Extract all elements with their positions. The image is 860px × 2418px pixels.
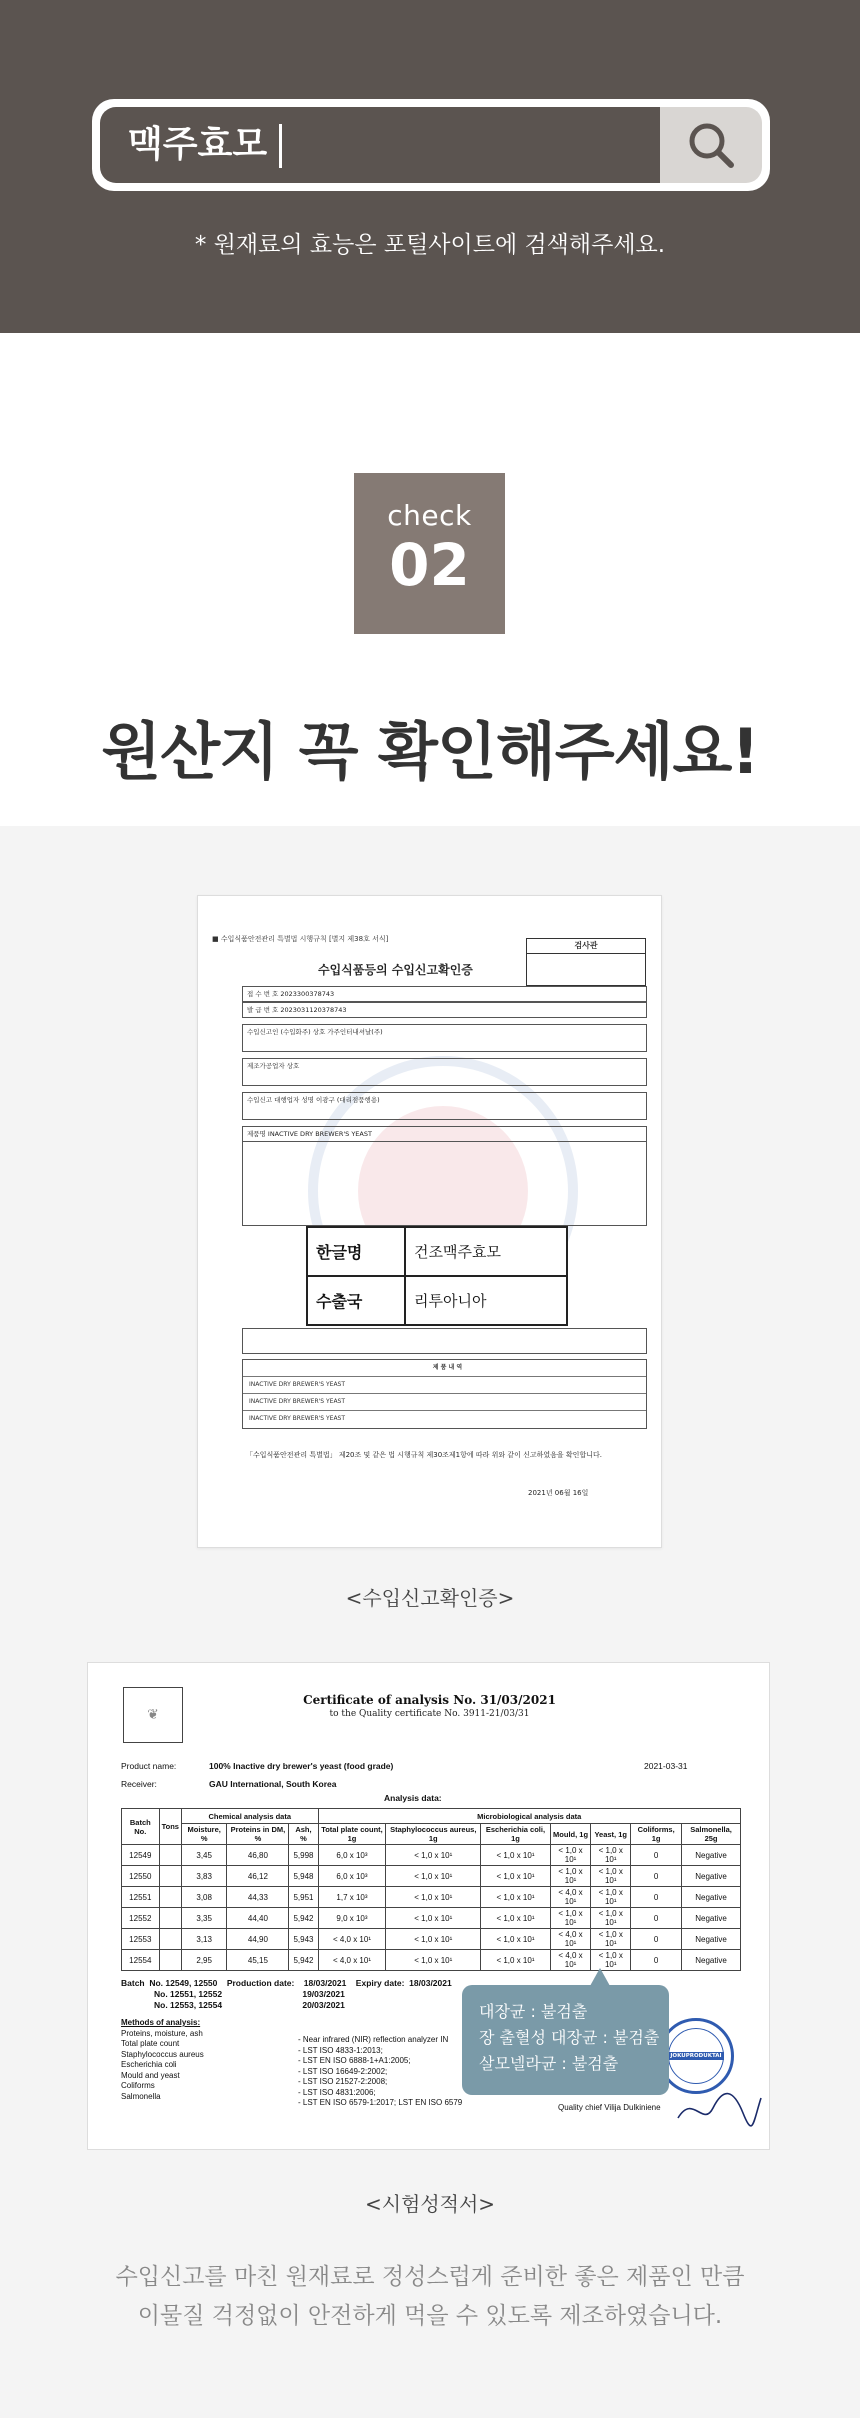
table-cell: < 4,0 x 10¹: [550, 1950, 590, 1971]
cert-header: ■ 수입식품안전관리 특별법 시행규칙 [별지 제38호 서식]: [212, 935, 389, 943]
table-cell: < 1,0 x 10¹: [550, 1908, 590, 1929]
method-item: Staphylococcus aureus: [121, 2049, 204, 2059]
col-header: Staphylococcus aureus, 1g: [386, 1824, 481, 1845]
method-standard: - LST ISO 21527-2:2008;: [298, 2077, 388, 2086]
origin-highlight-table: [306, 1226, 568, 1326]
table-cell: < 4,0 x 10¹: [550, 1887, 590, 1908]
table-cell: 12553: [122, 1929, 160, 1950]
table-cell: < 4,0 x 10¹: [318, 1929, 386, 1950]
table-cell: 0: [631, 1866, 682, 1887]
col-header: Moisture, %: [181, 1824, 226, 1845]
origin-value: 리투아니아: [405, 1276, 567, 1325]
method-standard: - LST ISO 4833-1:2013;: [298, 2045, 383, 2055]
table-cell: < 1,0 x 10¹: [550, 1866, 590, 1887]
items-row: INACTIVE DRY BREWER'S YEAST: [243, 1377, 646, 1394]
table-cell: < 1,0 x 10¹: [591, 1866, 631, 1887]
product-name: 100% Inactive dry brewer's yeast (food grade): [209, 1761, 394, 1771]
table-cell: < 1,0 x 10¹: [386, 1866, 481, 1887]
table-cell: 5,942: [289, 1908, 318, 1929]
table-cell: 44,40: [227, 1908, 289, 1929]
table-cell: Negative: [682, 1845, 741, 1866]
cert-row-block: [242, 1142, 647, 1226]
search-note: * 원재료의 효능은 포털사이트에 검색해주세요.: [194, 232, 666, 258]
search-icon: [685, 119, 737, 171]
items-table: [242, 1359, 647, 1429]
method-item: Total plate count: [121, 2039, 180, 2048]
inspector-label: 검사관: [527, 939, 645, 954]
table-cell: 2,95: [181, 1950, 226, 1971]
table-cell: [159, 1887, 181, 1908]
method-standard: - LST ISO 16649-2:2002;: [298, 2066, 388, 2076]
search-query: 맥주효모: [128, 124, 268, 165]
table-cell: 44,90: [227, 1929, 289, 1950]
table-cell: [159, 1950, 181, 1971]
col-header: Coliforms, 1g: [631, 1824, 682, 1845]
method-standard: - LST EN ISO 6888-1+A1:2005;: [298, 2056, 411, 2065]
table-cell: 12549: [122, 1845, 160, 1866]
table-cell: < 1,0 x 10¹: [386, 1887, 481, 1908]
company-logo: ❦: [123, 1687, 183, 1743]
table-cell: 3,35: [181, 1908, 226, 1929]
method-standard: - LST ISO 4831:2006;: [298, 2087, 376, 2097]
items-row: INACTIVE DRY BREWER'S YEAST: [243, 1394, 646, 1411]
cert-row: 제조가공업자 상호: [242, 1058, 647, 1086]
col-batch: Batch No.: [122, 1809, 160, 1845]
col-header: Salmonella, 25g: [682, 1824, 741, 1845]
col-header: Yeast, 1g: [591, 1824, 631, 1845]
items-header: 제 품 내 역: [243, 1360, 646, 1377]
table-cell: 12554: [122, 1950, 160, 1971]
col-tons: Tons: [159, 1809, 181, 1845]
origin-label: 수출국: [307, 1276, 405, 1325]
analysis-date: 2021-03-31: [644, 1761, 688, 1771]
table-cell: 12550: [122, 1866, 160, 1887]
table-cell: [159, 1929, 181, 1950]
table-cell: Negative: [682, 1908, 741, 1929]
table-cell: [159, 1866, 181, 1887]
table-cell: < 1,0 x 10¹: [386, 1845, 481, 1866]
col-header: Total plate count, 1g: [318, 1824, 386, 1845]
table-cell: 3,83: [181, 1866, 226, 1887]
table-cell: 1,7 x 10³: [318, 1887, 386, 1908]
table-cell: [159, 1845, 181, 1866]
check-word: check: [387, 499, 472, 532]
table-cell: Negative: [682, 1929, 741, 1950]
closing-line: 수입신고를 마친 원재료로 정성스럽게 준비한 좋은 제품인 만큼: [115, 2264, 745, 2290]
check-number: 02: [389, 531, 470, 599]
table-cell: [159, 1908, 181, 1929]
result-callout: [462, 1985, 669, 2095]
cert-row: 수입신고인 (수입화주) 상호 가주인터내셔날(주): [242, 1024, 647, 1052]
table-cell: < 1,0 x 10¹: [550, 1845, 590, 1866]
items-row: INACTIVE DRY BREWER'S YEAST: [249, 1415, 346, 1422]
table-cell: 5,948: [289, 1866, 318, 1887]
col-micro: Microbiological analysis data: [318, 1809, 741, 1824]
table-cell: 6,0 x 10³: [318, 1866, 386, 1887]
product-label: Product name:: [121, 1761, 177, 1771]
callout-line: 살모넬라균 : 불검출: [479, 2054, 619, 2073]
batch-line: No. 12551, 12552 19/03/2021: [154, 1989, 345, 1999]
table-row: [122, 1887, 741, 1908]
table-cell: 3,45: [181, 1845, 226, 1866]
table-cell: < 4,0 x 10¹: [318, 1950, 386, 1971]
table-cell: 46,80: [227, 1845, 289, 1866]
cert-row: 발 급 번 호 2023031120378743: [242, 1002, 647, 1018]
col-header: Escherichia coli, 1g: [481, 1824, 551, 1845]
table-cell: Negative: [682, 1887, 741, 1908]
import-certificate: [197, 895, 662, 1548]
korean-name-value: 건조맥주효모: [405, 1227, 567, 1276]
method-standard: - LST EN ISO 6579-1:2017; LST EN ISO 6579: [298, 2098, 463, 2107]
table-cell: < 1,0 x 10¹: [591, 1950, 631, 1971]
search-box: [92, 99, 770, 191]
method-item: Coliforms: [121, 2081, 155, 2090]
method-standard: - Near infrared (NIR) reflection analyzer IN: [298, 2035, 449, 2044]
search-button[interactable]: [660, 107, 762, 183]
cert-title: 수입식품등의 수입신고확인증: [318, 963, 473, 977]
col-header: Ash, %: [289, 1824, 318, 1845]
cert-date: 2021년 06월 16일: [528, 1489, 589, 1497]
table-cell: 44,33: [227, 1887, 289, 1908]
method-item: Proteins, moisture, ash: [121, 2028, 203, 2038]
table-cell: 46,12: [227, 1866, 289, 1887]
table-row: [122, 1950, 741, 1971]
table-cell: 12551: [122, 1887, 160, 1908]
col-chemical: Chemical analysis data: [181, 1809, 318, 1824]
table-cell: 0: [631, 1845, 682, 1866]
table-cell: 9,0 x 10³: [318, 1908, 386, 1929]
table-cell: < 1,0 x 10¹: [481, 1908, 551, 1929]
methods-title: Methods of analysis:: [121, 2018, 201, 2027]
table-cell: 5,942: [289, 1950, 318, 1971]
inspector-box: [526, 938, 646, 986]
analysis-table-body: [122, 1845, 741, 1971]
table-cell: < 1,0 x 10¹: [386, 1908, 481, 1929]
table-cell: < 1,0 x 10¹: [591, 1929, 631, 1950]
table-cell: Negative: [682, 1950, 741, 1971]
table-row: [122, 1929, 741, 1950]
table-cell: 5,998: [289, 1845, 318, 1866]
receiver-label: Receiver:: [121, 1779, 157, 1789]
table-cell: < 1,0 x 10¹: [386, 1950, 481, 1971]
analysis-title: Certificate of analysis No. 31/03/2021: [303, 1693, 556, 1707]
table-cell: < 1,0 x 10¹: [591, 1845, 631, 1866]
search-input[interactable]: [100, 107, 660, 183]
signature-icon: [673, 2083, 763, 2133]
cert-row: 접 수 번 호 2023300378743: [242, 986, 647, 1002]
analysis-table: [121, 1808, 741, 1971]
table-cell: < 1,0 x 10¹: [481, 1845, 551, 1866]
table-cell: 5,943: [289, 1929, 318, 1950]
table-cell: < 1,0 x 10¹: [481, 1866, 551, 1887]
table-cell: 12552: [122, 1908, 160, 1929]
table-cell: 45,15: [227, 1950, 289, 1971]
analysis-cert-caption: <시험성적서>: [364, 2192, 496, 2216]
col-header: Mould, 1g: [550, 1824, 590, 1845]
callout-line: 대장균 : 불검출: [479, 2002, 588, 2021]
table-cell: Negative: [682, 1866, 741, 1887]
table-cell: 0: [631, 1950, 682, 1971]
seal-text: JOKUPRODUKTAI: [670, 2053, 722, 2059]
cert-row: 수입신고 대행업자 성명 이광구 (대리점품행용): [242, 1092, 647, 1120]
table-cell: 3,08: [181, 1887, 226, 1908]
quality-chief: Quality chief Vilija Dulkiniene: [558, 2103, 661, 2112]
cert-footer: 「수입식품안전관리 특별법」 제20조 및 같은 법 시행규칙 제30조제1항에 따라 위와 같이 신고하였음을 확인합니다.: [246, 1451, 602, 1459]
table-cell: < 1,0 x 10¹: [481, 1887, 551, 1908]
cert-row: 제품명 INACTIVE DRY BREWER'S YEAST: [242, 1126, 647, 1142]
text-caret: [279, 124, 282, 168]
callout-tail: [590, 1968, 610, 1986]
seal-inner: [668, 2028, 724, 2084]
method-item: Mould and yeast: [121, 2070, 180, 2080]
analysis-subtitle: to the Quality certificate No. 3911-21/03/31: [329, 1709, 530, 1719]
table-cell: 6,0 x 10³: [318, 1845, 386, 1866]
check-badge: [354, 473, 505, 634]
table-cell: < 4,0 x 10¹: [550, 1929, 590, 1950]
table-cell: 3,13: [181, 1929, 226, 1950]
batch-line: No. 12553, 12554 20/03/2021: [154, 2000, 345, 2010]
closing-text: [0, 2258, 860, 2336]
table-cell: < 1,0 x 10¹: [481, 1929, 551, 1950]
page-title: 원산지 꼭 확인해주세요!: [101, 715, 759, 788]
korean-name-label: 한글명: [307, 1227, 405, 1276]
table-cell: 0: [631, 1887, 682, 1908]
callout-line: 장 출혈성 대장균 : 불검출: [479, 2028, 660, 2047]
method-item: Salmonella: [121, 2091, 161, 2101]
search-section: [0, 0, 860, 333]
batch-line: Batch No. 12549, 12550 Production date: 18/03/2021 Expiry date: 18/03/2021: [121, 1978, 452, 1988]
table-row: [122, 1908, 741, 1929]
table-row: [122, 1866, 741, 1887]
table-cell: 5,951: [289, 1887, 318, 1908]
cert-row-block: [242, 1328, 647, 1354]
table-cell: < 1,0 x 10¹: [481, 1950, 551, 1971]
analysis-label: Analysis data:: [384, 1793, 442, 1803]
table-cell: 0: [631, 1929, 682, 1950]
table-cell: 0: [631, 1908, 682, 1929]
closing-line: 이물질 걱정없이 안전하게 먹을 수 있도록 제조하였습니다.: [137, 2303, 723, 2329]
table-cell: < 1,0 x 10¹: [386, 1929, 481, 1950]
table-cell: < 1,0 x 10¹: [591, 1908, 631, 1929]
methods-list: [121, 2018, 204, 2102]
col-header: Proteins in DM, %: [227, 1824, 289, 1845]
import-cert-caption: <수입신고확인증>: [345, 1586, 515, 1610]
table-cell: < 1,0 x 10¹: [591, 1887, 631, 1908]
method-item: Escherichia coli: [121, 2060, 177, 2069]
receiver-name: GAU International, South Korea: [209, 1779, 337, 1789]
methods-standards: [298, 2035, 462, 2109]
table-row: [122, 1845, 741, 1866]
